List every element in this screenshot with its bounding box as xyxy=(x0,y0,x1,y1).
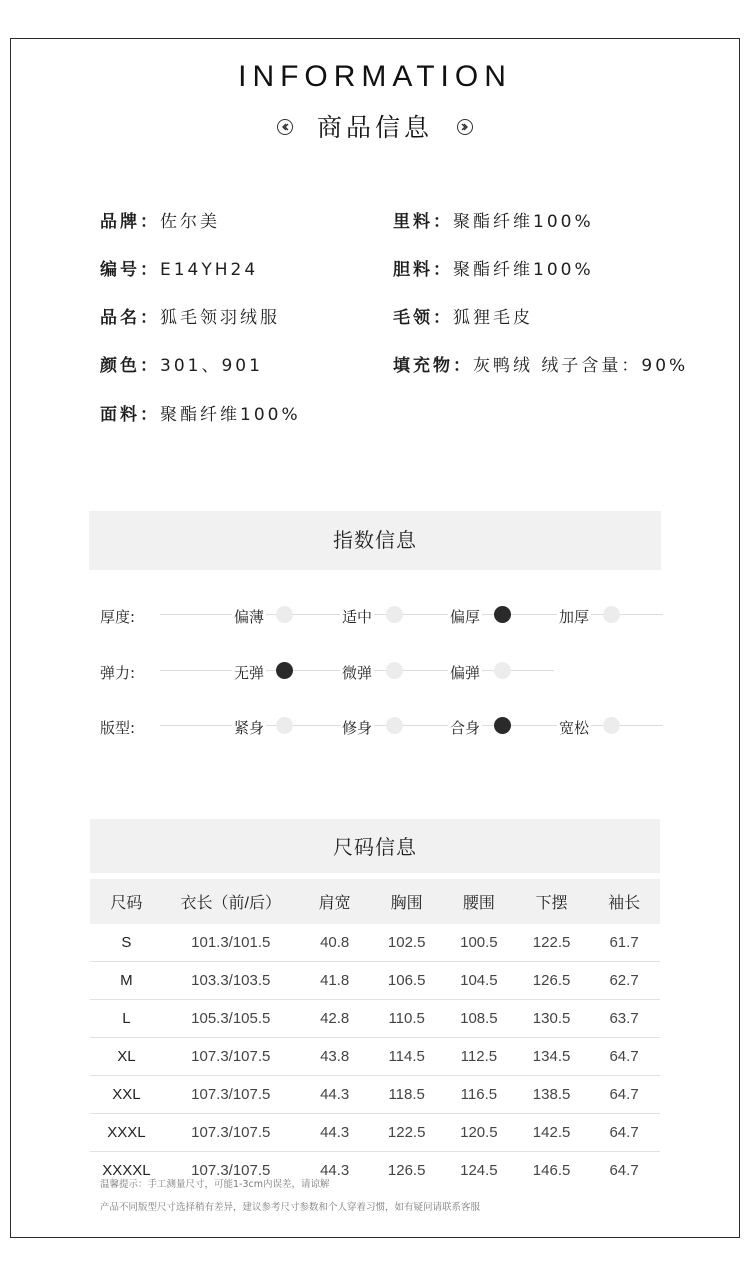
option-fit-loose: 宽松 xyxy=(559,719,590,737)
note-size-advice: 产品不同版型尺寸选择稍有差异，建议参考尺寸参数和个人穿着习惯，如有疑问请联系客服 xyxy=(100,1202,481,1213)
index-label-elasticity: 弹力: xyxy=(100,664,136,682)
table-row xyxy=(90,1114,660,1152)
cell-sleeve: 63.7 xyxy=(588,1000,660,1038)
option-thickness-thick: 偏厚 xyxy=(450,608,481,626)
cell-shoulder: 42.8 xyxy=(299,1000,371,1038)
size-table xyxy=(90,879,660,1189)
col-hem: 下摆 xyxy=(515,879,588,924)
cell-waist: 124.5 xyxy=(460,1162,498,1179)
table-row xyxy=(90,1038,660,1076)
cell-chest: 114.5 xyxy=(371,1038,443,1076)
cell-shoulder: 44.3 xyxy=(320,1162,350,1179)
index-label-fit: 版型: xyxy=(100,719,136,737)
cell-chest: 126.5 xyxy=(387,1162,426,1179)
table-row xyxy=(90,962,660,1000)
cell-size: M xyxy=(90,962,163,1000)
info-code: 编号：E14YH24 xyxy=(100,260,259,280)
option-thickness-medium: 适中 xyxy=(342,608,373,626)
table-row xyxy=(90,1000,660,1038)
cell-shoulder: 41.8 xyxy=(299,962,371,1000)
cell-size: XL xyxy=(90,1038,163,1076)
col-chest: 胸围 xyxy=(371,879,443,924)
info-brand: 品牌：佐尔美 xyxy=(100,212,220,232)
table-row xyxy=(90,924,660,962)
cell-chest: 106.5 xyxy=(371,962,443,1000)
option-elasticity-none: 无弹 xyxy=(234,664,265,682)
cell-waist: 100.5 xyxy=(443,924,515,962)
index-label-thickness: 厚度: xyxy=(100,608,136,626)
cell-shoulder: 43.8 xyxy=(299,1038,371,1076)
cell-hem: 134.5 xyxy=(515,1038,588,1076)
note-measurement: 温馨提示：手工测量尺寸，可能1-3cm内误差，请谅解 xyxy=(100,1179,330,1190)
option-elasticity-slight: 微弹 xyxy=(342,664,373,682)
col-sleeve: 袖长 xyxy=(588,879,660,924)
cell-hem: 146.5 xyxy=(532,1162,571,1179)
cell-sleeve: 64.7 xyxy=(588,1038,660,1076)
title-chinese-row xyxy=(0,108,750,144)
dot-fit-regular-selected xyxy=(494,717,511,734)
option-fit-slim: 修身 xyxy=(342,719,373,737)
info-fabric: 面料：聚酯纤维100% xyxy=(100,405,301,425)
info-lining: 里料：聚酯纤维100% xyxy=(393,212,594,232)
cell-sleeve: 62.7 xyxy=(588,962,660,1000)
col-size: 尺码 xyxy=(90,879,163,924)
dot-elasticity-none-selected xyxy=(276,662,293,679)
title-english: INFORMATION xyxy=(238,60,512,93)
cell-hem: 122.5 xyxy=(515,924,588,962)
info-filling: 填充物：灰鸭绒 绒子含量：90% xyxy=(393,356,689,376)
dot-elasticity-slight xyxy=(386,662,403,679)
cell-waist: 104.5 xyxy=(443,962,515,1000)
cell-waist: 112.5 xyxy=(443,1038,515,1076)
option-fit-regular: 合身 xyxy=(450,719,481,737)
option-elasticity-some: 偏弹 xyxy=(450,664,481,682)
cell-length: 103.3/103.5 xyxy=(163,962,299,1000)
cell-hem: 130.5 xyxy=(515,1000,588,1038)
col-shoulder: 肩宽 xyxy=(299,879,371,924)
cell-size: L xyxy=(90,1000,163,1038)
arrow-right-icon xyxy=(457,119,473,135)
cell-waist: 116.5 xyxy=(443,1076,515,1114)
cell-chest: 110.5 xyxy=(371,1000,443,1038)
cell-sleeve: 64.7 xyxy=(609,1162,639,1179)
cell-size: XXXXL xyxy=(102,1162,151,1179)
cell-sleeve: 64.7 xyxy=(588,1076,660,1114)
option-fit-tight: 紧身 xyxy=(234,719,265,737)
cell-waist: 108.5 xyxy=(443,1000,515,1038)
info-collar: 毛领：狐狸毛皮 xyxy=(393,308,533,328)
cell-size: S xyxy=(90,924,163,962)
index-section-title: 指数信息 xyxy=(89,511,661,570)
dot-thickness-thick-selected xyxy=(494,606,511,623)
dot-fit-tight xyxy=(276,717,293,734)
dot-thickness-thin xyxy=(276,606,293,623)
dot-thickness-medium xyxy=(386,606,403,623)
cell-hem: 138.5 xyxy=(515,1076,588,1114)
cell-chest: 102.5 xyxy=(371,924,443,962)
cell-length: 101.3/101.5 xyxy=(163,924,299,962)
dot-fit-loose xyxy=(603,717,620,734)
cell-hem: 142.5 xyxy=(515,1114,588,1152)
size-table-header xyxy=(90,879,660,924)
cell-length: 107.3/107.5 xyxy=(163,1076,299,1114)
cell-waist: 120.5 xyxy=(443,1114,515,1152)
cell-length: 107.3/107.5 xyxy=(191,1162,271,1179)
dot-fit-slim xyxy=(386,717,403,734)
cell-chest: 122.5 xyxy=(371,1114,443,1152)
cell-sleeve: 64.7 xyxy=(588,1114,660,1152)
info-product-name: 品名：狐毛领羽绒服 xyxy=(100,308,280,328)
option-thickness-thin: 偏薄 xyxy=(234,608,265,626)
cell-size: XXL xyxy=(90,1076,163,1114)
title-chinese: 商品信息 xyxy=(316,113,433,142)
cell-length: 107.3/107.5 xyxy=(163,1038,299,1076)
col-waist: 腰围 xyxy=(443,879,515,924)
arrow-left-icon xyxy=(277,119,293,135)
cell-shoulder: 44.3 xyxy=(299,1114,371,1152)
cell-shoulder: 44.3 xyxy=(299,1076,371,1114)
cell-length: 105.3/105.5 xyxy=(163,1000,299,1038)
cell-shoulder: 40.8 xyxy=(299,924,371,962)
cell-length: 107.3/107.5 xyxy=(163,1114,299,1152)
dot-elasticity-some xyxy=(494,662,511,679)
cell-hem: 126.5 xyxy=(515,962,588,1000)
cell-chest: 118.5 xyxy=(371,1076,443,1114)
info-inner-lining: 胆料：聚酯纤维100% xyxy=(393,260,594,280)
col-length: 衣长（前/后） xyxy=(163,879,299,924)
cell-sleeve: 61.7 xyxy=(588,924,660,962)
cell-size: XXXL xyxy=(90,1114,163,1152)
table-row xyxy=(90,1076,660,1114)
dot-thickness-extra xyxy=(603,606,620,623)
size-section-title: 尺码信息 xyxy=(90,819,660,873)
option-thickness-extra: 加厚 xyxy=(559,608,590,626)
info-color: 颜色：301、901 xyxy=(100,356,263,376)
